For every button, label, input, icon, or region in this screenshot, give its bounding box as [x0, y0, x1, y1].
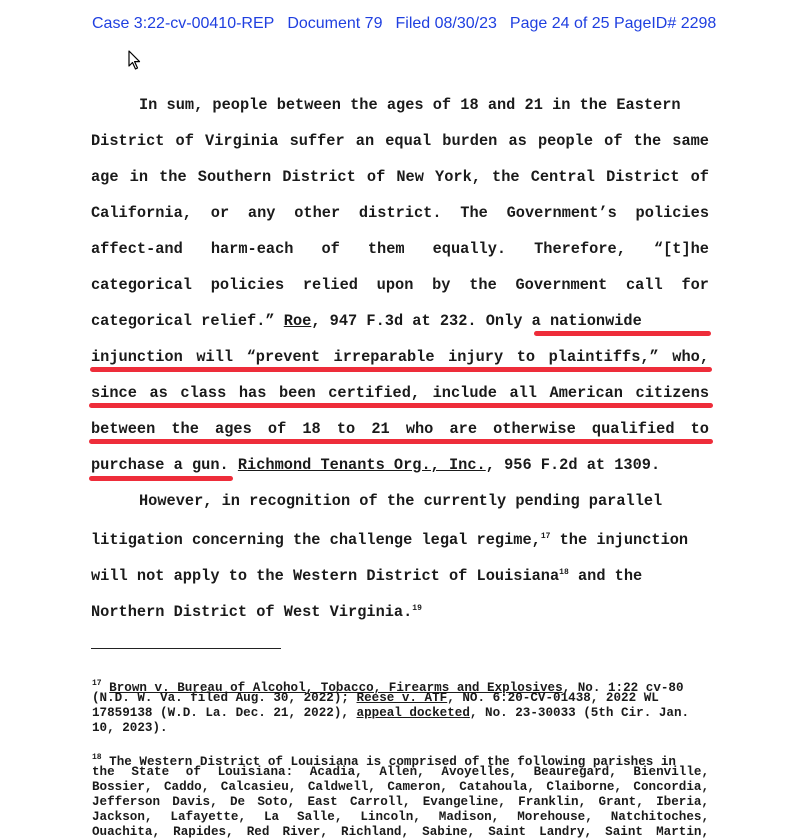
footnote-ref-19: 19 [412, 604, 422, 613]
para1-line-3: age in the Southern District of New York, the Central District of [91, 168, 709, 186]
para2-line-3: will not apply to the Western District of Louisiana$^{18}$ and the [91, 567, 643, 585]
document-header [92, 15, 729, 33]
para2-line-4: Northern District of West Virginia.$^{19}$ [91, 603, 422, 621]
footnote-17-line-1: $^{17}$ Brown v. Bureau of Alcohol, Tobacco, Firearms and Explosives, No. 1:22 cv-80 [92, 679, 684, 695]
para1-line-6: categorical policies relied upon by the Government call for [91, 276, 709, 294]
page-info: Page 24 of 25 PageID# 2298 [509, 15, 717, 32]
case-citation-roe: Roe [283, 312, 312, 330]
footnote-18-line-5: Jackson, Lafayette, La Salle, Lincoln, Madison, Morehouse, Natchitoches, [92, 810, 709, 824]
footnote-18-line-3: Bossier, Caddo, Calcasieu, Caldwell, Cameron, Catahoula, Claiborne, Concordia, [92, 780, 709, 794]
footnote-17-line-4: 10, 2023). [92, 721, 168, 735]
footnote-17-line-2: (N.D. W. Va. filed Aug. 30, 2022); Reese v. ATF, NO. 6:20-CV-01438, 2022 WL [92, 691, 659, 705]
para1-line-2: District of Virginia suffer an equal burden as people of the same [91, 132, 709, 150]
para1-line-1: In sum, people between the ages of 18 and 21 in the Eastern [139, 96, 681, 114]
mouse-pointer-icon [128, 50, 142, 70]
red-underline-1 [534, 331, 711, 336]
para2-line-2: litigation concerning the challenge legal regime,$^{17}$ the injunction [91, 531, 689, 549]
footnote-18-line-6: Ouachita, Rapides, Red River, Richland, Sabine, Saint Landry, Saint Martin, [92, 825, 709, 839]
case-number: Case 3:22-cv-00410-REP [92, 15, 275, 32]
para1-line-10: between the ages of 18 to 21 who are otherwise qualified to [91, 420, 709, 438]
footnote-separator [91, 648, 281, 649]
red-underline-4 [89, 439, 713, 444]
footnote-18-line-1: $^{18}$ The Western District of Louisiana is comprised of the following parishes in [92, 753, 676, 769]
para1-line-4: California, or any other district. The Government’s policies [91, 204, 709, 222]
red-underline-5 [89, 476, 233, 481]
para1-line-9: since as class has been certified, include all American citizens [91, 384, 709, 402]
case-citation-richmond: Richmond Tenants Org., Inc. [237, 456, 486, 474]
footnote-ref-18: 18 [559, 568, 569, 577]
footnote-18-line-2: the State of Louisiana: Acadia, Allen, Avoyelles, Beauregard, Bienville, [92, 765, 709, 779]
para1-line-8: injunction will “prevent irreparable injury to plaintiffs,” who, [91, 348, 709, 366]
red-underline-3 [89, 403, 713, 408]
red-underline-2 [90, 367, 712, 372]
para1-line-7: categorical relief.” Roe, 947 F.3d at 232. Only a nationwide [91, 312, 642, 330]
filed-date: Filed 08/30/23 [395, 15, 497, 32]
footnote-ref-17: 17 [540, 532, 551, 541]
para2-line-1: However, in recognition of the currently pending parallel [139, 492, 663, 510]
document-number: Document 79 [287, 15, 383, 32]
footnote-17-line-3: 17859138 (W.D. La. Dec. 21, 2022), appeal docketed, No. 23-30033 (5th Cir. Jan. [92, 706, 690, 720]
footnote-18-line-4: Jefferson Davis, De Soto, East Carroll, Evangeline, Franklin, Grant, Iberia, [92, 795, 709, 809]
para1-line-5: affect-and harm-each of them equally. Therefore, “[t]he [91, 240, 709, 258]
para1-line-11: purchase a gun. Richmond Tenants Org., Inc., 956 F.2d at 1309. [91, 456, 661, 474]
